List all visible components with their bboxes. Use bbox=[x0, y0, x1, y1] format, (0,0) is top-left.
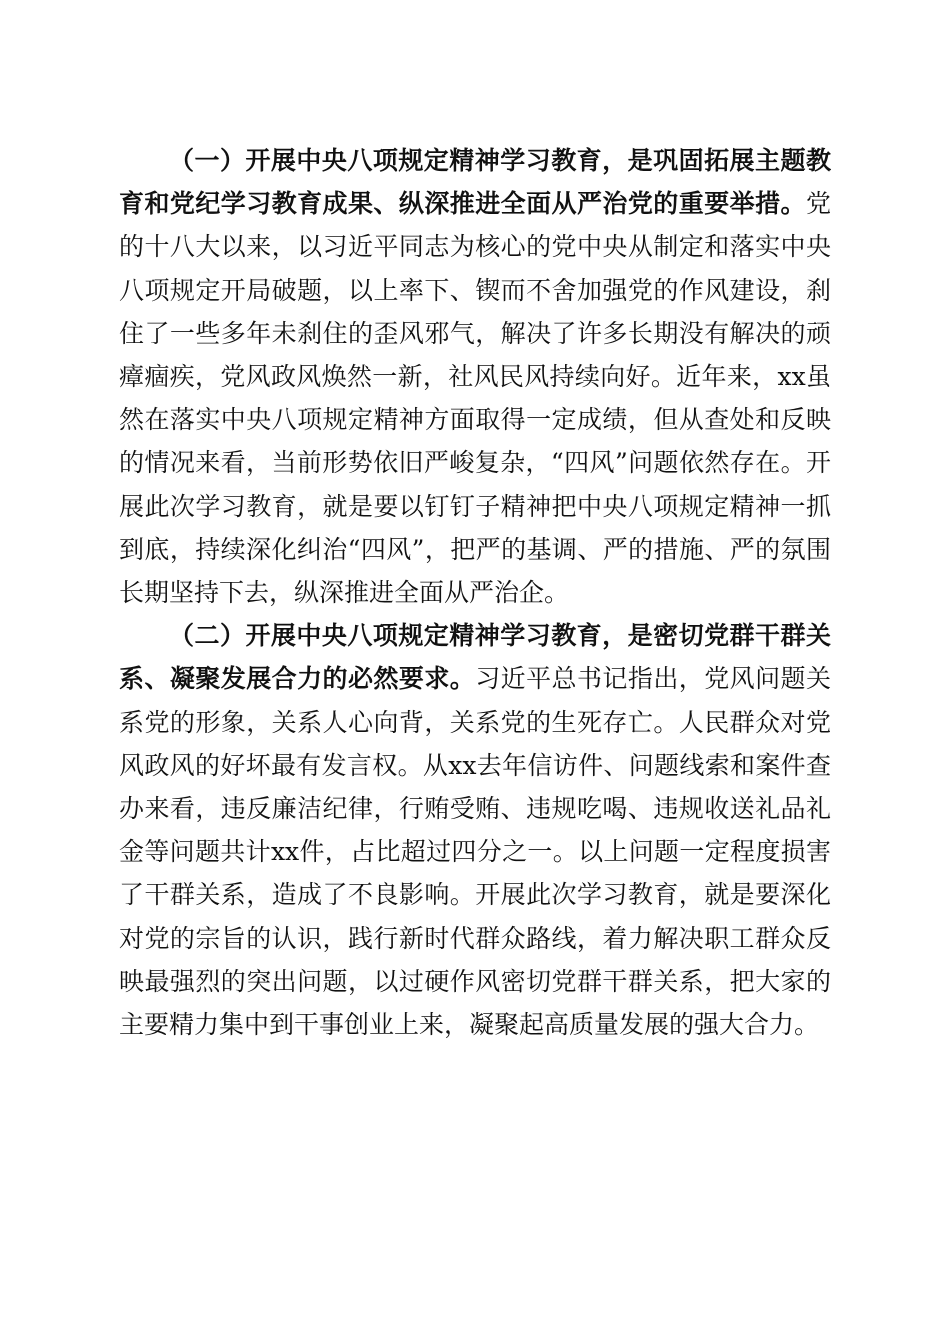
paragraph-1 bbox=[119, 139, 831, 614]
document-body bbox=[119, 139, 831, 1046]
paragraph-2 bbox=[119, 614, 831, 1046]
paragraph-2-lead: （二）开展中央八项规定精神学习教育，是密切党群干群关系、凝聚发展合力的必然要求。 bbox=[119, 621, 831, 694]
paragraph-1-body: 党的十八大以来，以习近平同志为核心的党中央从制定和落实中央八项规定开局破题，以上率下、锲而不舍加强党的作风建设，刹住了一些多年未刹住的歪风邪气，解决了许多长期没有解决的顽瘴痼疾，党风政风焕然一新，社风民风持续向好。近年来，xx虽然在落实中央八项规定精神方面取得一定成绩，但从查处和反映的情况来看，当前形势依旧严峻复杂，“四风”问题依然存在。开展此次学习教育，就是要以钉钉子精神把中央八项规定精神一抓到底，持续深化纠治“四风”，把严的基调、严的措施、严的氛围长期坚持下去，纵深推进全面从严治企。 bbox=[119, 189, 831, 608]
paragraph-2-body: 习近平总书记指出，党风问题关系党的形象，关系人心向背，关系党的生死存亡。人民群众对党风政风的好坏最有发言权。从xx去年信访件、问题线索和案件查办来看，违反廉洁纪律，行贿受贿、违规吃喝、违规收送礼品礼金等问题共计xx件，占比超过四分之一。以上问题一定程度损害了干群关系，造成了不良影响。开展此次学习教育，就是要深化对党的宗旨的认识，践行新时代群众路线，着力解决职工群众反映最强烈的突出问题，以过硬作风密切党群干群关系，把大家的主要精力集中到干事创业上来，凝聚起高质量发展的强大合力。 bbox=[119, 664, 831, 1040]
paragraph-1-lead: （一）开展中央八项规定精神学习教育，是巩固拓展主题教育和党纪学习教育成果、纵深推进全面从严治党的重要举措。 bbox=[119, 146, 831, 219]
